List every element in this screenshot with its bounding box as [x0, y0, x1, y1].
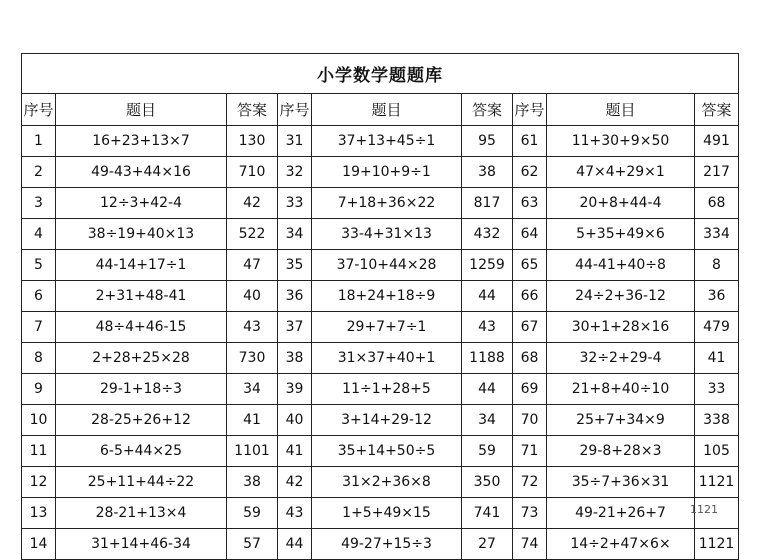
table-row [22, 498, 739, 529]
answer-cell: 42 [227, 188, 278, 219]
answer-cell: 38 [227, 467, 278, 498]
index-cell: 2 [22, 157, 56, 188]
index-cell: 65 [513, 250, 547, 281]
answer-cell: 1101 [227, 436, 278, 467]
index-cell: 39 [278, 374, 312, 405]
column-header: 题目 [547, 94, 695, 126]
index-cell: 11 [22, 436, 56, 467]
answer-cell: 217 [695, 157, 739, 188]
question-cell: 2+28+25×28 [56, 343, 227, 374]
index-cell: 40 [278, 405, 312, 436]
answer-cell: 8 [695, 250, 739, 281]
answer-cell: 36 [695, 281, 739, 312]
answer-cell: 741 [462, 498, 513, 529]
table-row [22, 343, 739, 374]
index-cell: 64 [513, 219, 547, 250]
index-cell: 9 [22, 374, 56, 405]
answer-cell: 34 [462, 405, 513, 436]
answer-cell: 47 [227, 250, 278, 281]
index-cell: 42 [278, 467, 312, 498]
answer-cell: 479 [695, 312, 739, 343]
index-cell: 72 [513, 467, 547, 498]
question-cell: 1+5+49×15 [312, 498, 462, 529]
question-table [21, 53, 739, 560]
index-cell: 8 [22, 343, 56, 374]
index-cell: 33 [278, 188, 312, 219]
question-cell: 29+7+7÷1 [312, 312, 462, 343]
table-row [22, 126, 739, 157]
index-cell: 63 [513, 188, 547, 219]
table-body [22, 126, 739, 560]
column-header: 题目 [312, 94, 462, 126]
index-cell: 34 [278, 219, 312, 250]
question-cell: 7+18+36×22 [312, 188, 462, 219]
table-row [22, 250, 739, 281]
question-cell: 32÷2+29-4 [547, 343, 695, 374]
question-cell: 3+14+29-12 [312, 405, 462, 436]
answer-cell: 491 [695, 126, 739, 157]
question-cell: 44-41+40÷8 [547, 250, 695, 281]
question-cell: 49-43+44×16 [56, 157, 227, 188]
index-cell: 7 [22, 312, 56, 343]
column-header: 序号 [278, 94, 312, 126]
table-title: 小学数学题题库 [22, 54, 739, 94]
question-cell: 19+10+9÷1 [312, 157, 462, 188]
index-cell: 36 [278, 281, 312, 312]
question-cell: 30+1+28×16 [547, 312, 695, 343]
answer-cell: 334 [695, 219, 739, 250]
answer-cell: 522 [227, 219, 278, 250]
index-cell: 73 [513, 498, 547, 529]
answer-cell: 43 [227, 312, 278, 343]
index-cell: 70 [513, 405, 547, 436]
index-cell: 32 [278, 157, 312, 188]
question-cell: 28-21+13×4 [56, 498, 227, 529]
index-cell: 1 [22, 126, 56, 157]
answer-cell: 1121 [695, 529, 739, 560]
answer-cell: 57 [227, 529, 278, 560]
index-cell: 44 [278, 529, 312, 560]
index-cell: 37 [278, 312, 312, 343]
answer-cell: 33 [695, 374, 739, 405]
question-cell: 6-5+44×25 [56, 436, 227, 467]
column-header: 答案 [227, 94, 278, 126]
index-cell: 66 [513, 281, 547, 312]
table-row [22, 281, 739, 312]
index-cell: 3 [22, 188, 56, 219]
table-row [22, 467, 739, 498]
question-cell: 49-27+15÷3 [312, 529, 462, 560]
question-cell: 35÷7+36×31 [547, 467, 695, 498]
index-cell: 43 [278, 498, 312, 529]
question-cell: 29-8+28×3 [547, 436, 695, 467]
index-cell: 31 [278, 126, 312, 157]
question-cell: 28-25+26+12 [56, 405, 227, 436]
answer-cell: 34 [227, 374, 278, 405]
answer-cell: 38 [462, 157, 513, 188]
answer-cell: 40 [227, 281, 278, 312]
answer-cell: 1259 [462, 250, 513, 281]
index-cell: 38 [278, 343, 312, 374]
answer-cell: 59 [227, 498, 278, 529]
question-cell: 20+8+44-4 [547, 188, 695, 219]
question-cell: 38÷19+40×13 [56, 219, 227, 250]
index-cell: 13 [22, 498, 56, 529]
index-cell: 41 [278, 436, 312, 467]
answer-cell: 44 [462, 281, 513, 312]
index-cell: 14 [22, 529, 56, 560]
question-cell: 29-1+18÷3 [56, 374, 227, 405]
answer-cell: 41 [695, 343, 739, 374]
answer-cell: 730 [227, 343, 278, 374]
question-cell: 14÷2+47×6× [547, 529, 695, 560]
table-row [22, 312, 739, 343]
question-cell: 35+14+50÷5 [312, 436, 462, 467]
question-cell: 33-4+31×13 [312, 219, 462, 250]
index-cell: 12 [22, 467, 56, 498]
question-cell: 11+30+9×50 [547, 126, 695, 157]
answer-cell: 1188 [462, 343, 513, 374]
table-row [22, 188, 739, 219]
overflow-value: 1121 [690, 503, 718, 516]
answer-cell: 27 [462, 529, 513, 560]
column-header: 序号 [22, 94, 56, 126]
index-cell: 61 [513, 126, 547, 157]
index-cell: 5 [22, 250, 56, 281]
index-cell: 67 [513, 312, 547, 343]
table-row [22, 405, 739, 436]
question-cell: 16+23+13×7 [56, 126, 227, 157]
table-row [22, 157, 739, 188]
answer-cell: 130 [227, 126, 278, 157]
question-cell: 18+24+18÷9 [312, 281, 462, 312]
answer-cell: 43 [462, 312, 513, 343]
answer-cell: 41 [227, 405, 278, 436]
question-bank-sheet [21, 53, 738, 560]
column-header: 题目 [56, 94, 227, 126]
table-row [22, 529, 739, 560]
index-cell: 10 [22, 405, 56, 436]
question-cell: 37-10+44×28 [312, 250, 462, 281]
question-cell: 31×37+40+1 [312, 343, 462, 374]
question-cell: 2+31+48-41 [56, 281, 227, 312]
answer-cell: 338 [695, 405, 739, 436]
question-cell: 31×2+36×8 [312, 467, 462, 498]
answer-cell: 44 [462, 374, 513, 405]
answer-cell: 95 [462, 126, 513, 157]
question-cell: 12÷3+42-4 [56, 188, 227, 219]
question-cell: 24÷2+36-12 [547, 281, 695, 312]
question-cell: 31+14+46-34 [56, 529, 227, 560]
answer-cell: 710 [227, 157, 278, 188]
answer-cell: 59 [462, 436, 513, 467]
column-header: 序号 [513, 94, 547, 126]
question-cell: 25+7+34×9 [547, 405, 695, 436]
title-row [22, 54, 739, 94]
answer-cell: 1121 [695, 467, 739, 498]
column-header: 答案 [462, 94, 513, 126]
column-header: 答案 [695, 94, 739, 126]
index-cell: 62 [513, 157, 547, 188]
answer-cell: 68 [695, 188, 739, 219]
table-row [22, 374, 739, 405]
question-cell: 5+35+49×6 [547, 219, 695, 250]
index-cell: 4 [22, 219, 56, 250]
question-cell: 11÷1+28+5 [312, 374, 462, 405]
index-cell: 69 [513, 374, 547, 405]
question-cell: 37+13+45÷1 [312, 126, 462, 157]
index-cell: 74 [513, 529, 547, 560]
answer-cell: 432 [462, 219, 513, 250]
question-cell: 21+8+40÷10 [547, 374, 695, 405]
question-cell: 25+11+44÷22 [56, 467, 227, 498]
answer-cell: 105 [695, 436, 739, 467]
index-cell: 6 [22, 281, 56, 312]
question-cell: 49-21+26+7 [547, 498, 695, 529]
question-cell: 48÷4+46-15 [56, 312, 227, 343]
table-row [22, 436, 739, 467]
answer-cell: 350 [462, 467, 513, 498]
header-row [22, 94, 739, 126]
question-cell: 47×4+29×1 [547, 157, 695, 188]
index-cell: 68 [513, 343, 547, 374]
answer-cell: 817 [462, 188, 513, 219]
table-row [22, 219, 739, 250]
question-cell: 44-14+17÷1 [56, 250, 227, 281]
index-cell: 71 [513, 436, 547, 467]
index-cell: 35 [278, 250, 312, 281]
